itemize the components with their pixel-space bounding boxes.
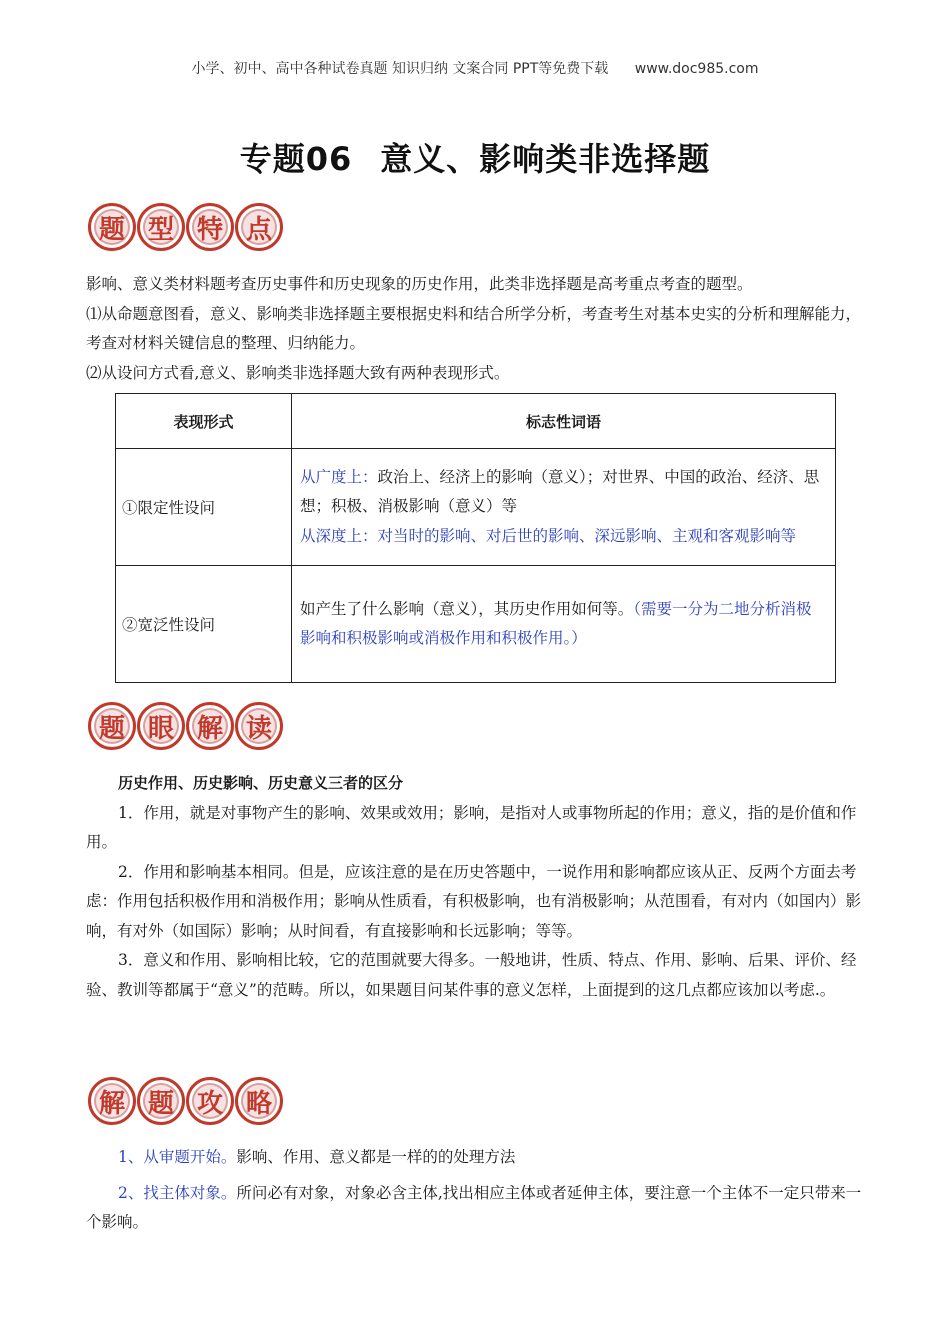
depth-text: 从深度上：对当时的影响、对后世的影响、深远影响、主观和客观影响等 <box>300 526 797 545</box>
reading-item-2: 2．作用和影响基本相同。但是，应该注意的是在历史答题中，一说作用和影响都应该从正、反两个方面去考虑：作用包括积极作用和消极作用；影响从性质看，有积极影响，也有消极影响；从范围看，有对内（如国内）影响，有对外（如国际）影响；从时间看，有直接影响和长远影响；等等。 <box>86 862 862 940</box>
badge-char: 点 <box>235 203 283 251</box>
intro-paragraph-2: ⑴从命题意图看，意义、影响类非选择题主要根据史料和结合所学分析，考查考生对基本史实的分析和理解能力，考查对材料关键信息的整理、归纳能力。 <box>86 304 862 352</box>
badge-question-features <box>88 203 288 259</box>
page-header <box>0 58 950 78</box>
badge-char: 读 <box>235 702 283 750</box>
table-cell-keywords <box>292 449 836 566</box>
table-cell-keywords <box>292 566 836 683</box>
header-text: 小学、初中、高中各种试卷真题 知识归纳 文案合同 PPT等免费下载 <box>191 61 609 77</box>
table-cell-form: ①限定性设问 <box>116 449 292 566</box>
table-header-keywords: 标志性词语 <box>292 394 836 449</box>
intro-paragraph-3: ⑵从设问方式看,意义、影响类非选择题大致有两种表现形式。 <box>86 363 510 382</box>
badge-char: 解 <box>88 1077 136 1125</box>
badge-char: 型 <box>137 203 185 251</box>
title-number: 专题06 <box>239 140 353 178</box>
breadth-text: 政治上、经济上的影响（意义）；对世界、中国的政治、经济、思想；积极、消极影响（意义）等 <box>300 467 820 516</box>
broad-text: 如产生了什么影响（意义），其历史作用如何等。 <box>300 599 634 618</box>
badge-char: 眼 <box>137 702 185 750</box>
badge-char: 略 <box>235 1077 283 1125</box>
strategy-section <box>86 1143 864 1238</box>
strategy-item-1 <box>86 1143 864 1173</box>
breadth-label: 从广度上： <box>300 467 378 486</box>
reading-heading: 历史作用、历史影响、历史意义三者的区分 <box>118 774 404 792</box>
question-forms-table <box>115 393 836 683</box>
page-title <box>0 134 950 180</box>
broad-note: （需要一分为二地分析消极影响和积极影响或消极作用和积极作用。） <box>300 599 812 647</box>
badge-char: 题 <box>137 1077 185 1125</box>
intro-paragraph-1: 影响、意义类材料题考查历史事件和历史现象的历史作用，此类非选择题是高考重点考查的题型。 <box>86 275 753 293</box>
badge-char: 攻 <box>186 1077 234 1125</box>
table-row <box>116 566 836 683</box>
strategy-item-2 <box>86 1179 864 1238</box>
reading-section <box>86 769 864 1005</box>
badge-char: 特 <box>186 203 234 251</box>
badge-solving-strategy <box>88 1077 288 1133</box>
badge-char: 解 <box>186 702 234 750</box>
table-cell-form: ②宽泛性设问 <box>116 566 292 683</box>
table-row <box>116 449 836 566</box>
strategy-label: 2、找主体对象。 <box>118 1183 237 1202</box>
table-header-form: 表现形式 <box>116 394 292 449</box>
title-text: 意义、影响类非选择题 <box>380 140 711 178</box>
reading-item-1: 1．作用，就是对事物产生的影响、效果或效用；影响，是指对人或事物所起的作用；意义，指的是价值和作用。 <box>86 803 857 851</box>
strategy-text: 所问必有对象，对象必含主体,找出相应主体或者延伸主体，要注意一个主体不一定只带来一个影响。 <box>86 1183 862 1231</box>
reading-item-3: 3．意义和作用、影响相比较，它的范围就要大得多。一般地讲，性质、特点、作用、影响、后果、评价、经验、教训等都属于“意义”的范畴。所以，如果题目问某件事的意义怎样，上面提到的这几点都应该加以考虑.。 <box>86 951 857 999</box>
strategy-label: 1、从审题开始。 <box>118 1148 237 1166</box>
badge-char: 题 <box>88 702 136 750</box>
strategy-text: 影响、作用、意义都是一样的的处理方法 <box>236 1148 516 1166</box>
intro-section <box>86 270 864 388</box>
header-site-link[interactable]: www.doc985.com <box>634 61 759 77</box>
badge-key-reading <box>88 702 288 758</box>
table-header-row <box>116 394 836 449</box>
badge-char: 题 <box>88 203 136 251</box>
